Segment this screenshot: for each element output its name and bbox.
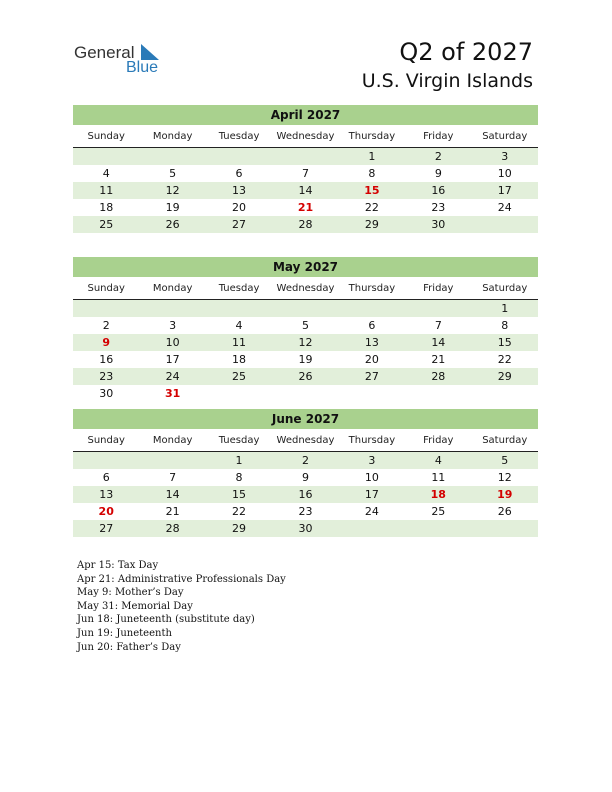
day-cell: 10 bbox=[165, 336, 180, 349]
week-row bbox=[73, 148, 538, 165]
day-cell: 2 bbox=[102, 319, 110, 332]
day-cell bbox=[272, 385, 338, 402]
day-cell: 11 bbox=[99, 184, 114, 197]
day-cell: 22 bbox=[497, 353, 512, 366]
day-cell: 2 bbox=[301, 454, 309, 467]
day-cell bbox=[339, 520, 405, 537]
weekday-label: Wednesday bbox=[276, 131, 335, 142]
day-cell: 13 bbox=[99, 488, 114, 501]
day-cell bbox=[139, 300, 205, 317]
day-cell: 8 bbox=[501, 319, 509, 332]
day-cell: 16 bbox=[99, 353, 114, 366]
week-row bbox=[73, 385, 538, 402]
page-title: Q2 of 2027 bbox=[399, 38, 533, 66]
day-cell bbox=[206, 300, 272, 317]
day-cell: 29 bbox=[364, 218, 379, 231]
day-cell: 10 bbox=[497, 167, 512, 180]
weekday-label: Sunday bbox=[87, 283, 125, 294]
day-cell bbox=[472, 216, 538, 233]
day-cell: 23 bbox=[298, 505, 313, 518]
day-cell: 8 bbox=[235, 471, 243, 484]
day-cell bbox=[472, 385, 538, 402]
week-row bbox=[73, 334, 538, 351]
day-cell: 29 bbox=[232, 522, 247, 535]
month-calendar-june bbox=[73, 409, 538, 537]
day-cell: 6 bbox=[235, 167, 243, 180]
day-cell: 27 bbox=[99, 522, 114, 535]
day-cell: 3 bbox=[169, 319, 177, 332]
weekday-label: Monday bbox=[152, 283, 193, 294]
logo-triangle-icon bbox=[141, 44, 159, 60]
holiday-day-cell: 31 bbox=[164, 387, 181, 400]
weeks bbox=[73, 452, 538, 537]
holiday-day-cell: 19 bbox=[497, 488, 513, 501]
week-row bbox=[73, 486, 538, 503]
day-cell: 18 bbox=[232, 353, 247, 366]
week-row bbox=[73, 182, 538, 199]
holiday-day-cell: 21 bbox=[297, 201, 314, 214]
day-cell: 1 bbox=[368, 150, 376, 163]
day-cell: 11 bbox=[232, 336, 247, 349]
day-cell: 23 bbox=[431, 201, 446, 214]
holiday-note: Jun 20: Father’s Day bbox=[77, 641, 181, 653]
holiday-note: Jun 18: Juneteenth (substitute day) bbox=[77, 614, 255, 626]
day-cell: 11 bbox=[431, 471, 446, 484]
weekday-label: Monday bbox=[152, 131, 193, 142]
weekday-header-row bbox=[73, 433, 538, 452]
weekday-label: Wednesday bbox=[276, 283, 335, 294]
day-cell: 4 bbox=[102, 167, 110, 180]
weekday-header-row bbox=[73, 129, 538, 148]
day-cell: 17 bbox=[497, 184, 512, 197]
day-cell bbox=[472, 520, 538, 537]
weekday-label: Tuesday bbox=[218, 283, 260, 294]
day-cell: 22 bbox=[364, 201, 379, 214]
day-cell: 17 bbox=[364, 488, 379, 501]
weekday-label: Sunday bbox=[87, 435, 125, 446]
holiday-note: Jun 19: Juneteenth bbox=[77, 627, 172, 639]
day-cell bbox=[405, 520, 471, 537]
weekday-label: Tuesday bbox=[218, 131, 260, 142]
day-cell: 14 bbox=[165, 488, 180, 501]
day-cell: 9 bbox=[301, 471, 309, 484]
day-cell: 13 bbox=[232, 184, 247, 197]
day-cell: 21 bbox=[165, 505, 180, 518]
day-cell: 24 bbox=[165, 370, 180, 383]
day-cell bbox=[405, 300, 471, 317]
day-cell: 25 bbox=[99, 218, 114, 231]
logo-word-general: General bbox=[74, 43, 135, 62]
day-cell: 3 bbox=[501, 150, 509, 163]
day-cell bbox=[73, 300, 139, 317]
weekday-label: Thursday bbox=[348, 435, 396, 446]
holiday-note: Apr 21: Administrative Professionals Day bbox=[77, 573, 286, 585]
day-cell: 14 bbox=[298, 184, 313, 197]
weekday-label: Thursday bbox=[348, 131, 396, 142]
week-row bbox=[73, 368, 538, 385]
day-cell: 30 bbox=[298, 522, 313, 535]
day-cell: 18 bbox=[99, 201, 114, 214]
page-subtitle: U.S. Virgin Islands bbox=[361, 70, 533, 92]
holiday-day-cell: 20 bbox=[98, 505, 114, 518]
day-cell: 7 bbox=[434, 319, 442, 332]
day-cell: 26 bbox=[165, 218, 180, 231]
day-cell: 28 bbox=[431, 370, 446, 383]
day-cell: 15 bbox=[497, 336, 512, 349]
holiday-note: May 9: Mother’s Day bbox=[77, 587, 184, 599]
month-title: May 2027 bbox=[73, 257, 538, 277]
day-cell: 6 bbox=[102, 471, 110, 484]
day-cell: 30 bbox=[431, 218, 446, 231]
day-cell: 12 bbox=[165, 184, 180, 197]
day-cell bbox=[73, 148, 139, 165]
day-cell: 22 bbox=[232, 505, 247, 518]
day-cell: 12 bbox=[497, 471, 512, 484]
day-cell: 4 bbox=[434, 454, 442, 467]
weeks bbox=[73, 300, 538, 402]
week-row bbox=[73, 503, 538, 520]
day-cell: 15 bbox=[232, 488, 247, 501]
day-cell bbox=[339, 385, 405, 402]
week-row bbox=[73, 300, 538, 317]
logo-word-blue: Blue bbox=[126, 59, 159, 76]
day-cell: 17 bbox=[165, 353, 180, 366]
day-cell: 6 bbox=[368, 319, 376, 332]
day-cell bbox=[206, 385, 272, 402]
day-cell: 7 bbox=[301, 167, 309, 180]
day-cell bbox=[272, 300, 338, 317]
day-cell: 26 bbox=[298, 370, 313, 383]
week-row bbox=[73, 469, 538, 486]
week-row bbox=[73, 452, 538, 469]
day-cell: 12 bbox=[298, 336, 313, 349]
holiday-day-cell: 9 bbox=[102, 336, 111, 349]
month-title: April 2027 bbox=[73, 105, 538, 125]
day-cell: 3 bbox=[368, 454, 376, 467]
day-cell: 29 bbox=[497, 370, 512, 383]
day-cell: 14 bbox=[431, 336, 446, 349]
week-row bbox=[73, 520, 538, 537]
weekday-label: Saturday bbox=[482, 435, 528, 446]
day-cell: 9 bbox=[434, 167, 442, 180]
day-cell: 8 bbox=[368, 167, 376, 180]
day-cell: 1 bbox=[501, 302, 509, 315]
weekday-label: Monday bbox=[152, 435, 193, 446]
day-cell: 7 bbox=[169, 471, 177, 484]
holiday-note: May 31: Memorial Day bbox=[77, 600, 193, 612]
day-cell bbox=[73, 452, 139, 469]
weekday-label: Saturday bbox=[482, 131, 528, 142]
weekday-label: Friday bbox=[423, 435, 454, 446]
day-cell: 28 bbox=[165, 522, 180, 535]
day-cell: 20 bbox=[232, 201, 247, 214]
holiday-note: Apr 15: Tax Day bbox=[77, 560, 159, 571]
week-row bbox=[73, 351, 538, 368]
holiday-day-cell: 18 bbox=[430, 488, 446, 501]
logo bbox=[74, 43, 194, 79]
day-cell: 24 bbox=[364, 505, 379, 518]
day-cell: 28 bbox=[298, 218, 313, 231]
day-cell bbox=[272, 148, 338, 165]
month-title: June 2027 bbox=[73, 409, 538, 429]
day-cell: 5 bbox=[169, 167, 177, 180]
day-cell: 27 bbox=[232, 218, 247, 231]
weekday-label: Saturday bbox=[482, 283, 528, 294]
day-cell: 1 bbox=[235, 454, 243, 467]
day-cell: 16 bbox=[298, 488, 313, 501]
day-cell bbox=[139, 452, 205, 469]
day-cell: 10 bbox=[364, 471, 379, 484]
weekday-label: Friday bbox=[423, 283, 454, 294]
month-calendar-may bbox=[73, 257, 538, 402]
day-cell: 4 bbox=[235, 319, 243, 332]
day-cell: 2 bbox=[434, 150, 442, 163]
day-cell: 25 bbox=[431, 505, 446, 518]
day-cell: 21 bbox=[431, 353, 446, 366]
week-row bbox=[73, 165, 538, 182]
week-row bbox=[73, 199, 538, 216]
weekday-label: Friday bbox=[423, 131, 454, 142]
month-calendar-april bbox=[73, 105, 538, 233]
day-cell bbox=[206, 148, 272, 165]
weekday-label: Sunday bbox=[87, 131, 125, 142]
day-cell: 23 bbox=[99, 370, 114, 383]
day-cell bbox=[139, 148, 205, 165]
day-cell: 19 bbox=[165, 201, 180, 214]
day-cell: 16 bbox=[431, 184, 446, 197]
weeks bbox=[73, 148, 538, 233]
day-cell: 25 bbox=[232, 370, 247, 383]
day-cell bbox=[339, 300, 405, 317]
day-cell: 20 bbox=[364, 353, 379, 366]
week-row bbox=[73, 216, 538, 233]
holiday-day-cell: 15 bbox=[364, 184, 380, 197]
week-row bbox=[73, 317, 538, 334]
weekday-label: Wednesday bbox=[276, 435, 335, 446]
holiday-notes bbox=[77, 559, 286, 654]
weekday-label: Thursday bbox=[348, 283, 396, 294]
day-cell bbox=[405, 385, 471, 402]
day-cell: 27 bbox=[364, 370, 379, 383]
day-cell: 5 bbox=[501, 454, 509, 467]
day-cell: 26 bbox=[497, 505, 512, 518]
day-cell: 5 bbox=[301, 319, 309, 332]
weekday-header-row bbox=[73, 281, 538, 300]
day-cell: 30 bbox=[99, 387, 114, 400]
day-cell: 13 bbox=[364, 336, 379, 349]
day-cell: 19 bbox=[298, 353, 313, 366]
day-cell: 24 bbox=[497, 201, 512, 214]
weekday-label: Tuesday bbox=[218, 435, 260, 446]
